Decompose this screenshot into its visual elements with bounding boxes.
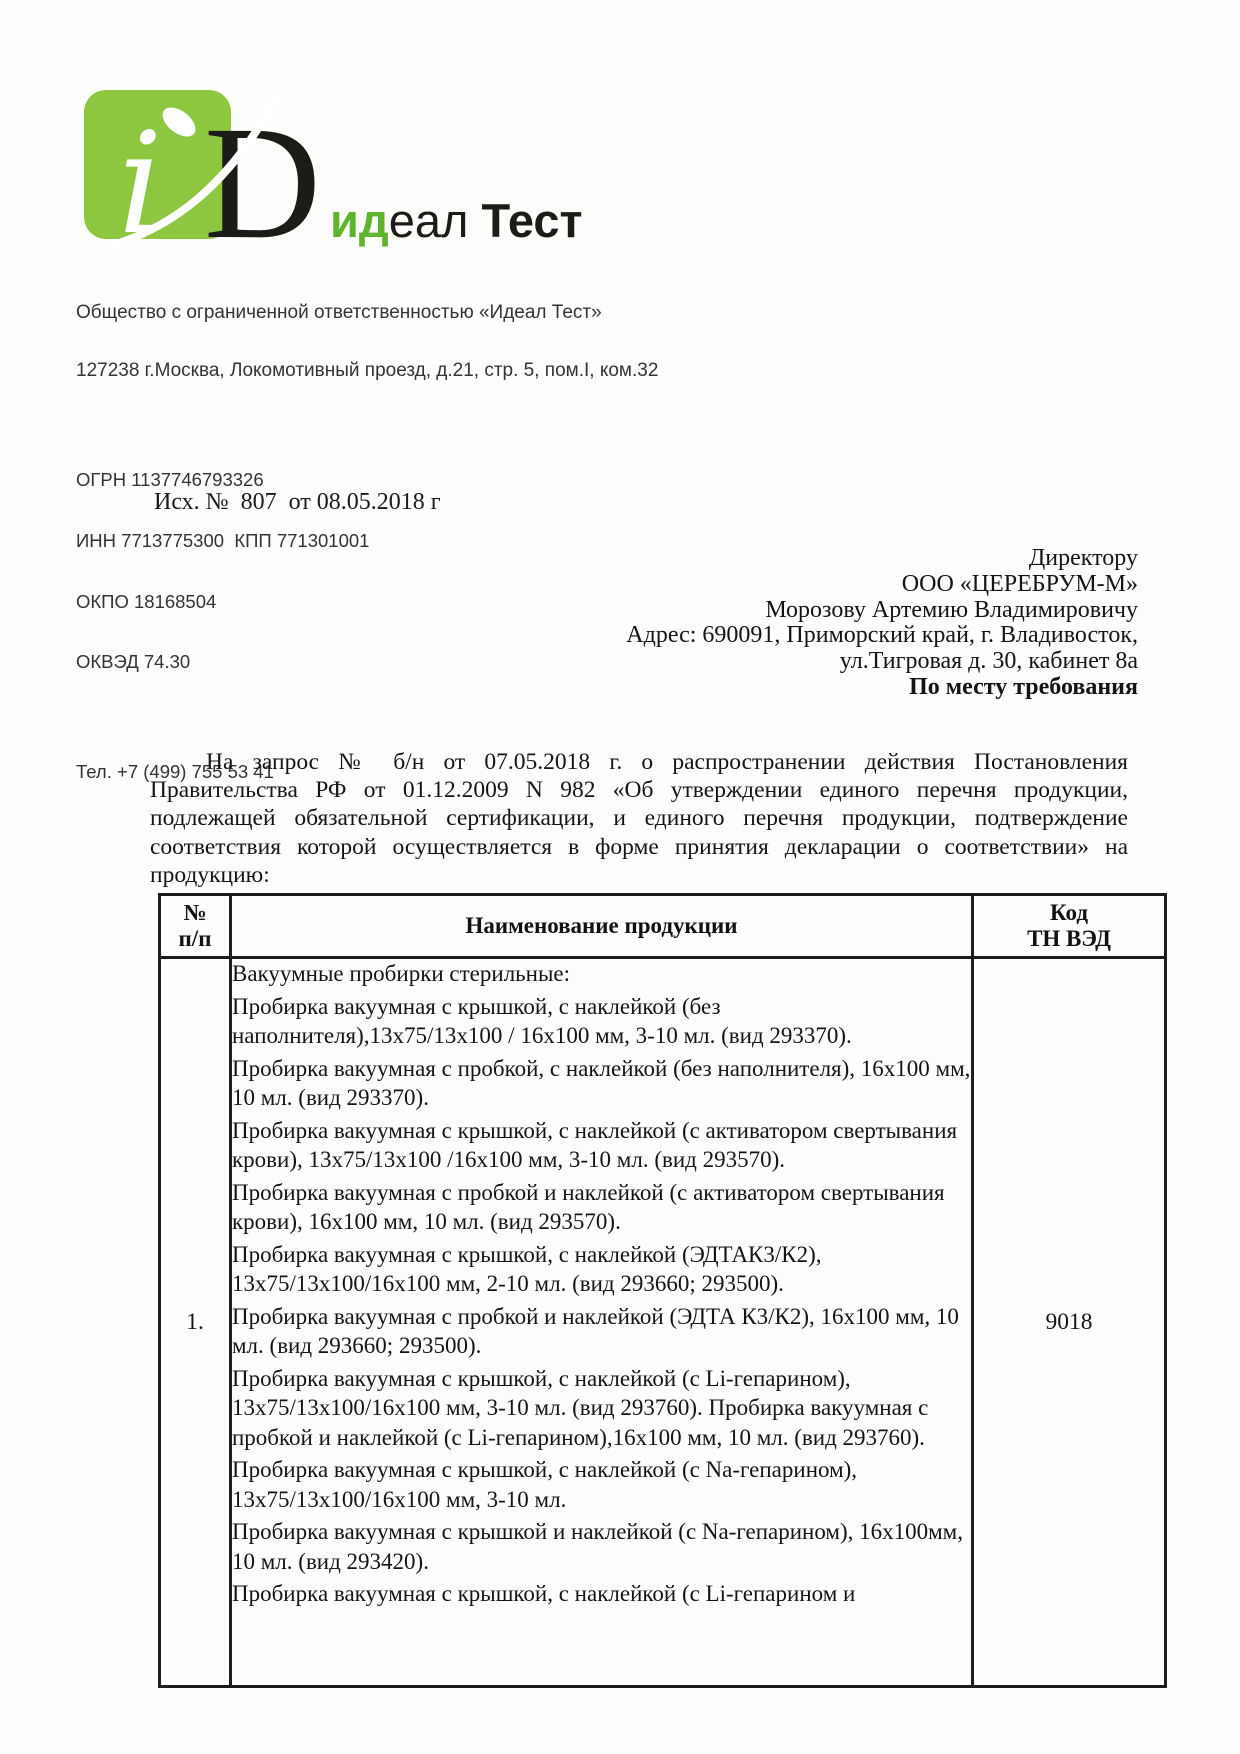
header-code-line2: ТН ВЭД [1027, 926, 1111, 951]
company-ogrn: ОГРН 1137746793326 [76, 469, 264, 491]
company-name: Общество с ограниченной ответственностью «Идеал Тест» [76, 302, 602, 323]
header-tnved-code [973, 895, 1166, 958]
logo-wordmark-id: ид [330, 194, 389, 247]
outgoing-number-line: Исх. № 807 от 08.05.2018 г [154, 489, 441, 515]
tnved-code-cell: 9018 [973, 958, 1166, 1687]
letter-body-paragraph: На запрос № б/н от 07.05.2018 г. о распространении действия Постановления Правительства РФ от 01.12.2009 N 982 «Об утверждении единого перечня продукции, подлежащей обязательной сертификации, и единого перечня продукции, подтверждение соответствия которой осуществляется в форме принятия декларации о соответствии» на продукцию: [150, 749, 1128, 888]
recipient-line: ООО «ЦЕРЕБРУМ-М» [901, 570, 1138, 597]
recipient-block [626, 546, 1138, 701]
product-item: Пробирка вакуумная с крышкой, с наклейкой (с Li-гепарином), 13х75/13х100/16х100 мм, 3-10 мл. (вид 293760). Пробирка вакуумная с пробкой и наклейкой (с Li-гепарином),16х100 мм, 10 мл. (вид 293760). [232, 1365, 929, 1450]
company-okpo: ОКПО 18168504 [76, 590, 217, 612]
header-code-line1: Код [1049, 900, 1088, 925]
logo-letter-i: i [118, 103, 163, 252]
product-item: Пробирка вакуумная с крышкой, с наклейкой (с Na-гепарином), 13х75/13х100/16х100 мм, 3-10 мл. [232, 1457, 858, 1512]
product-item: Пробирка вакуумная с крышкой, с наклейкой (без наполнителя),13х75/13х100 / 16х100 мм, 3-10 мл. (вид 293370). [232, 993, 852, 1048]
company-okved: ОКВЭД 74.30 [76, 651, 191, 673]
table-header-row [160, 895, 1166, 958]
company-inn-kpp: ИНН 7713775300 КПП 771301001 [76, 530, 370, 552]
product-item: Вакуумные пробирки стерильные: [232, 961, 571, 986]
company-info-block [76, 266, 658, 819]
product-item: Пробирка вакуумная с крышкой и наклейкой (с Na-гепарином), 16х100мм, 10 мл. (вид 293420). [232, 1519, 963, 1574]
product-item: Пробирка вакуумная с пробкой и наклейкой (ЭДТА К3/К2), 16х100 мм, 10 мл. (вид 293660; 293500). [232, 1303, 959, 1358]
row-number-cell: 1. [160, 958, 231, 1687]
company-address: 127238 г.Москва, Локомотивный проезд, д.21, стр. 5, пом.I, ком.32 [76, 359, 659, 381]
header-num-line1: № [183, 900, 207, 925]
logo-wordmark [330, 194, 583, 247]
product-list-cell [231, 958, 973, 1687]
header-num-line2: п/п [178, 926, 212, 951]
product-item: Пробирка вакуумная с крышкой, с наклейкой (с Li-гепарином и [232, 1581, 856, 1606]
recipient-line: Морозову Артемию Владимировичу [765, 596, 1138, 623]
recipient-line: Директору [1028, 545, 1138, 571]
logo-wordmark-test: Тест [481, 194, 583, 247]
company-logo [78, 80, 618, 252]
header-product-name: Наименование продукции [231, 895, 973, 958]
recipient-line: ул.Тигровая д. 30, кабинет 8а [839, 648, 1138, 675]
company-registration-codes [76, 430, 658, 713]
header-num [160, 895, 231, 958]
company-phone: Тел. +7 (499) 755 53 41 [76, 760, 274, 782]
table-row [160, 958, 1166, 1687]
product-item: Пробирка вакуумная с крышкой, с наклейкой (с активатором свертывания крови), 13х75/13х100 /16х100 мм, 3-10 мл. (вид 293570). [232, 1117, 958, 1172]
recipient-line: Адрес: 690091, Приморский край, г. Владивосток, [626, 622, 1138, 649]
products-table [158, 893, 1167, 1688]
product-item: Пробирка вакуумная с крышкой, с наклейкой (ЭДТАК3/К2), 13х75/13х100/16х100 мм, 2-10 мл. (вид 293660; 293500). [232, 1241, 822, 1296]
product-item: Пробирка вакуумная с пробкой, с наклейкой (без наполнителя), 16х100 мм, 10 мл. (вид 293370). [232, 1055, 971, 1110]
logo-letter-d: D [204, 94, 321, 252]
recipient-on-demand-line: По месту требования [909, 673, 1138, 700]
product-item: Пробирка вакуумная с пробкой и наклейкой (с активатором свертывания крови), 16х100 мм, 10 мл. (вид 293570). [232, 1179, 945, 1234]
logo-wordmark-eal: еал [388, 194, 482, 247]
